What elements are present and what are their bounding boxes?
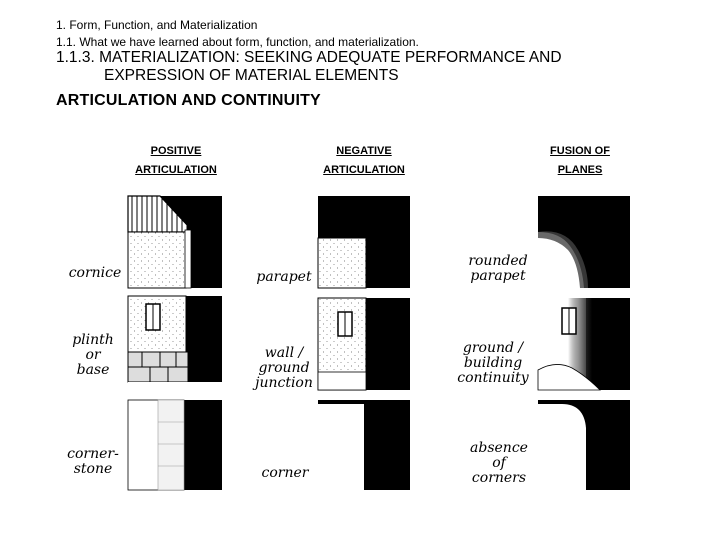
column-header-line: PLANES bbox=[557, 164, 603, 176]
column-header-line: FUSION OF bbox=[550, 145, 610, 157]
label-line: rounded bbox=[468, 253, 528, 269]
panel-ground-building-continuity bbox=[538, 298, 630, 390]
label-absence-of-corners bbox=[462, 441, 536, 486]
label-corner: corner bbox=[261, 465, 309, 481]
panel-corner bbox=[318, 400, 410, 490]
label-cornice: cornice bbox=[68, 265, 122, 281]
label-line: parapet bbox=[470, 268, 526, 284]
label-line: junction bbox=[255, 375, 313, 391]
section-title-line-1: 1.1.3. MATERIALIZATION: SEEKING ADEQUATE PERFORMANCE AND bbox=[56, 49, 562, 66]
label-line: absence bbox=[470, 440, 528, 456]
label-cornerstone bbox=[62, 447, 124, 477]
panel-cornerstone bbox=[128, 400, 222, 490]
column-header-line: POSITIVE bbox=[150, 145, 202, 157]
label-line: wall / bbox=[264, 345, 304, 361]
label-line: building bbox=[463, 355, 523, 371]
panel-plinth bbox=[128, 296, 222, 388]
label-line: corner- bbox=[67, 446, 119, 462]
label-parapet: parapet bbox=[256, 269, 312, 285]
label-plinth-or-base bbox=[62, 333, 124, 378]
label-ground-building-continuity bbox=[450, 341, 536, 386]
label-line: ground bbox=[258, 360, 310, 376]
figure-title: ARTICULATION AND CONTINUITY bbox=[56, 92, 321, 109]
label-line: plinth bbox=[72, 332, 114, 348]
label-line: or bbox=[85, 347, 101, 363]
label-line: corners bbox=[471, 470, 527, 486]
section-title-line-2: EXPRESSION OF MATERIAL ELEMENTS bbox=[104, 67, 399, 84]
panel-parapet bbox=[318, 196, 410, 288]
label-wall-ground-junction bbox=[248, 346, 320, 391]
label-line: continuity bbox=[457, 370, 529, 386]
column-header-line: ARTICULATION bbox=[135, 164, 217, 176]
panel-cornice bbox=[128, 196, 222, 288]
heading-line-2: 1.1. What we have learned about form, function, and materialization. bbox=[56, 35, 419, 49]
panel-wall-ground-junction bbox=[318, 298, 410, 390]
label-line: base bbox=[76, 362, 110, 378]
column-header-line: NEGATIVE bbox=[336, 145, 392, 157]
label-rounded-parapet bbox=[460, 254, 536, 284]
label-line: of bbox=[492, 455, 506, 471]
label-line: ground / bbox=[462, 340, 524, 356]
column-header-line: ARTICULATION bbox=[323, 164, 405, 176]
panel-absence-of-corners bbox=[538, 400, 630, 490]
panel-rounded-parapet bbox=[538, 196, 630, 288]
heading-line-1: 1. Form, Function, and Materialization bbox=[56, 18, 258, 32]
label-line: stone bbox=[73, 461, 113, 477]
